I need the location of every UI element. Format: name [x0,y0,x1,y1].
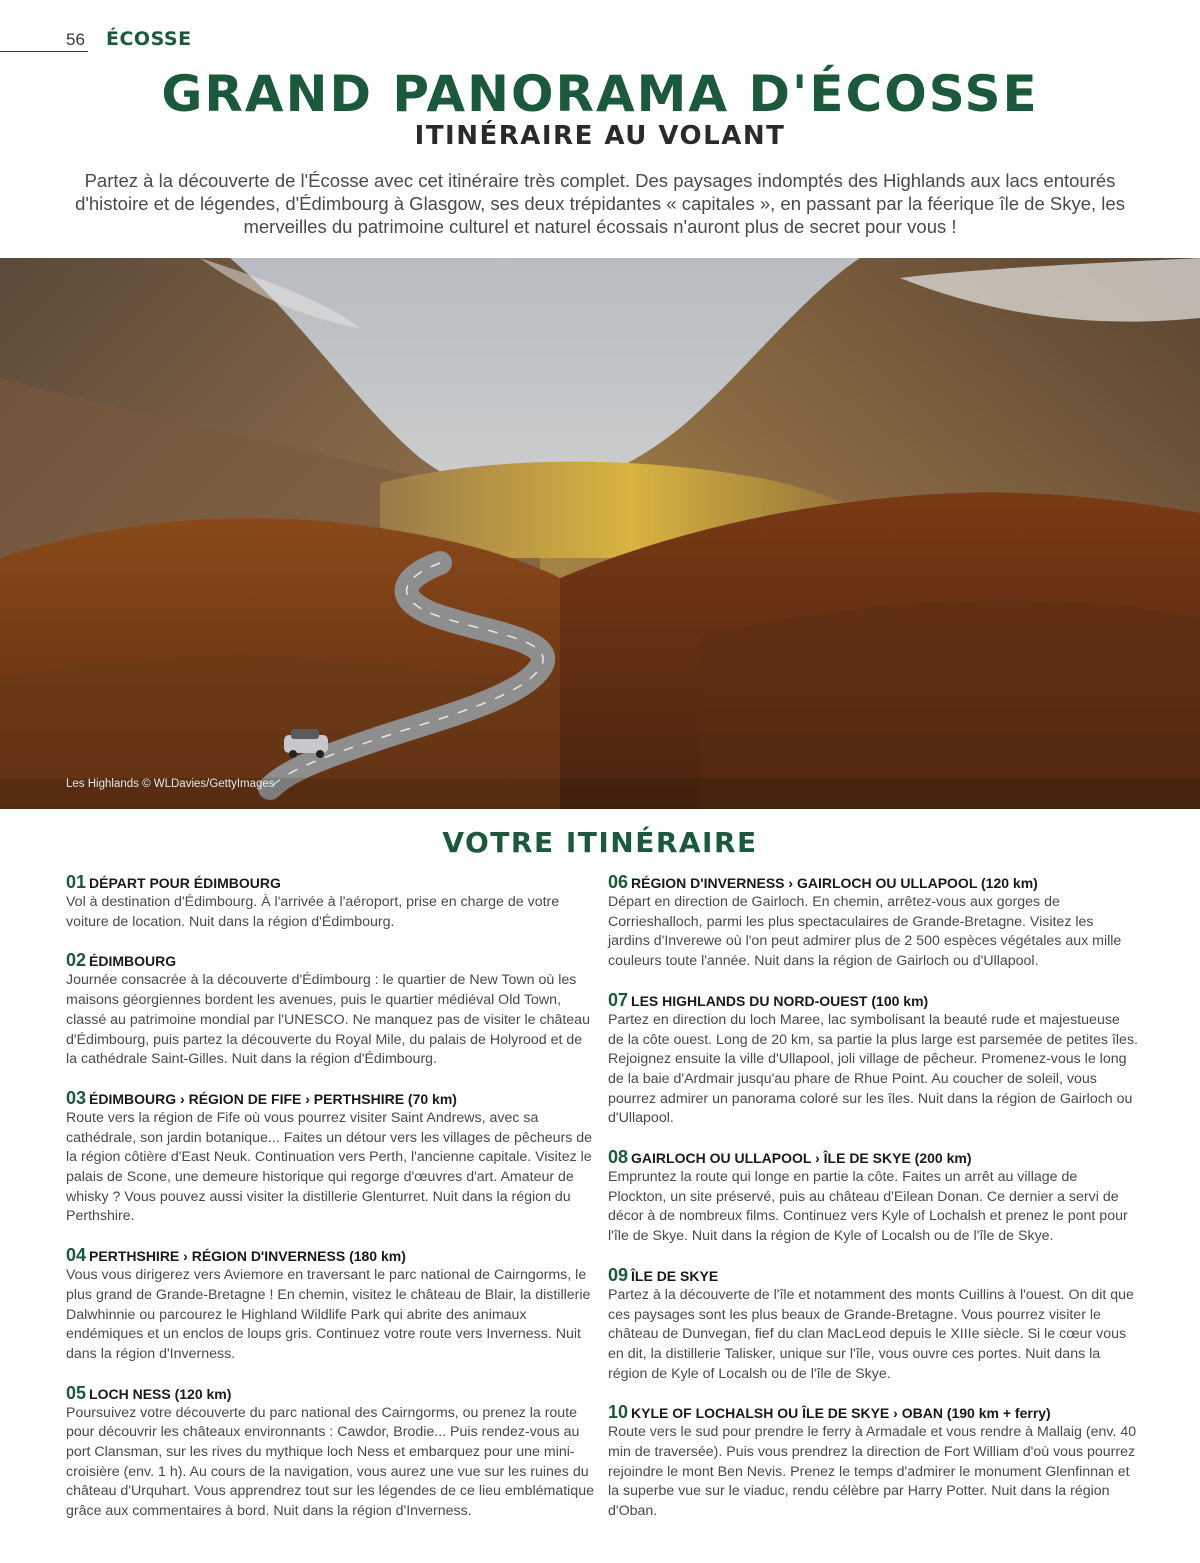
step-number: 09 [608,1264,629,1285]
itinerary-step [608,872,1138,972]
step-heading [608,990,1138,1011]
step-number: 02 [66,950,87,971]
page-subtitle: ITINÉRAIRE AU VOLANT [414,121,786,151]
step-heading [66,872,596,893]
step-number: 10 [608,1402,629,1423]
intro-paragraph: Partez à la découverte de l'Écosse avec cet itinéraire très complet. Des paysages indomptés des Highlands aux lacs entourés d'histoire et de légendes, d'Édimbourg à Glasgow, ses deux trépidantes « capitales », en passant par la féerique île de Skye, les merveilles du patrimoine culturel et naturel écossais n'auront plus de secret pour vous ! [75,170,1125,237]
step-description: Route vers la région de Fife où vous pourrez visiter Saint Andrews, avec sa cathédrale, son jardin botanique... Faites un détour vers les villages de pêcheurs de la région côtière d'East Neuk. Continuation vers Perth, l'ancienne capitale. Visitez le palais de Scone, une demeure historique qui regorge d'œuvres d'art. Amateur de whisky ? Vous pouvez aussi visiter la distillerie Glenturret. Nuit dans la région du Perthshire. [66,1109,593,1225]
page-number: 56 [66,30,85,49]
step-number: 08 [608,1147,629,1168]
step-description: Journée consacrée à la découverte d'Édimbourg : le quartier de New Town où les maisons géorgiennes bordent les avenues, puis le quartier médiéval Old Town, classé au patrimoine mondial par l'UNESCO. Ne manquez pas de visiter le château d'Édimbourg, puis partez la découverte du Royal Mile, du palais de Holyrood et de la cathédrale Saint-Gilles. Nuit dans la région d'Édimbourg. [66,972,590,1068]
itinerary-step [66,1245,596,1365]
step-title: ÎLE DE SKYE [631,1267,719,1284]
step-title: LOCH NESS (120 km) [89,1385,232,1402]
step-heading [66,1245,596,1266]
highlands-photo [0,258,1200,809]
step-description: Route vers le sud pour prendre le ferry à Armadale et vous rendre à Mallaig (env. 40 min de traversée). Puis vous prendrez la direction de Fort William d'où vous pourrez rejoindre le mont Ben Nevis. Prenez le temps d'admirer le monument Glenfinnan et la superbe vue sur le viaduc, rendu célèbre par Harry Potter. Nuit dans la région d'Oban. [608,1424,1137,1520]
step-heading [608,1147,1138,1168]
step-description: Vous vous dirigerez vers Aviemore en traversant le parc national de Cairngorms, le plus grand de Grande-Bretagne ! En chemin, visitez le château de Blair, la distillerie Dalwhinnie ou parcourez le Highland Wildlife Park qui abrite des animaux endémiques et un enclos de loups gris. Continuez votre route vers Inverness. Nuit dans la région d'Inverness. [66,1267,591,1362]
step-number: 06 [608,872,629,892]
step-title: GAIRLOCH OU ULLAPOOL › ÎLE DE SKYE (200 km) [631,1150,972,1167]
itinerary-step [66,872,596,932]
section-name: ÉCOSSE [106,28,192,50]
itinerary-step [608,1402,1138,1522]
step-description: Départ en direction de Gairloch. En chemin, arrêtez-vous aux gorges de Corrieshalloch, parmi les plus spectaculaires de Grande-Bretagne. Visitez les jardins d'Inverewe où l'on peut admirer plus de 2 500 espèces végétales aux mille couleurs toute l'année. Nuit dans la région de Gairloch ou d'Ullapool. [608,894,1122,970]
itinerary-title: VOTRE ITINÉRAIRE [442,826,758,859]
step-title: ÉDIMBOURG [89,953,177,970]
itinerary-step [66,1088,596,1227]
step-description: Empruntez la route qui longe en partie la côte. Faites un arrêt au village de Plockton, un site préservé, puis au château d'Eilean Donan. Ce dernier a servi de décor à de nombreux films. Continuez vers Kyle of Lochalsh et prenez le pont pour l'île de Skye. Nuit dans la région de Kyle of Localsh ou de l'île de Skye. [608,1169,1128,1245]
step-heading [66,1088,596,1109]
itinerary-column-left [66,872,596,1540]
step-description: Partez à la découverte de l'île et notamment des monts Cuillins à l'ouest. On dit que ces paysages sont les plus beaux de Grande-Bretagne. Vous pourrez visiter le château de Dunvegan, fief du clan MacLeod depuis le XIIIe siècle. Si le cœur vous en dit, la distillerie Talisker, unique sur l'île, vous ouvre ces portes. Nuit dans la région de Kyle of Localsh ou de l'île de Skye. [608,1286,1134,1382]
step-description: Vol à destination d'Édimbourg. À l'arrivée à l'aéroport, prise en charge de votre voiture de location. Nuit dans la région d'Édimbourg. [66,894,560,930]
step-title: DÉPART POUR ÉDIMBOURG [89,875,281,891]
step-number: 05 [66,1382,87,1403]
page-title: GRAND PANORAMA D'ÉCOSSE [161,65,1039,123]
step-number: 03 [66,1087,87,1108]
step-title: RÉGION D'INVERNESS › GAIRLOCH OU ULLAPOOL (120 km) [631,875,1038,891]
itinerary-step [608,1147,1138,1247]
step-number: 04 [66,1245,87,1266]
itinerary-step [66,1383,596,1522]
header-rule [0,51,88,52]
step-title: KYLE OF LOCHALSH OU ÎLE DE SKYE › OBAN (190 km + ferry) [631,1405,1051,1422]
step-title: LES HIGHLANDS DU NORD-OUEST (100 km) [631,992,929,1009]
step-title: ÉDIMBOURG › RÉGION DE FIFE › PERTHSHIRE (70 km) [89,1090,457,1107]
step-description: Partez en direction du loch Maree, lac symbolisant la beauté rude et majestueuse de la côte ouest. Long de 20 km, sa partie la plus large est parsemée de petites îles. Rejoignez ensuite la ville d'Ullapool, joli village de pêcheur. Promenez-vous le long de la baie d'Ardmair jusqu'au phare de Rhue Point. Au coucher de soleil, vous pourrez admirer un panorama coloré sur les îles. Nuit dans la région de Gairloch ou d'Ullapool. [608,1011,1138,1127]
step-description: Poursuivez votre découverte du parc national des Cairngorms, ou prenez la route pour découvrir les châteaux environnants : Cawdor, Brodie... Puis rendez-vous au port Clansman, sur les rives du mythique loch Ness et embarquez pour une mini-croisière (env. 1 h). Au cours de la navigation, vous aurez une vue sur les ruines du château d'Urquhart. Vous apprendrez tout sur les légendes de ce lieu emblématique grâce aux commentaires à bord. Nuit dans la région d'Inverness. [66,1404,594,1520]
step-heading [608,1265,1138,1286]
step-heading [608,1402,1138,1423]
step-heading [608,872,1138,893]
itinerary-step [66,950,596,1070]
itinerary-step [608,1265,1138,1385]
itinerary-step [608,990,1138,1129]
itinerary-column-right [608,872,1138,1540]
step-heading [66,950,596,971]
step-heading [66,1383,596,1404]
highlands-landscape-illustration [0,258,1200,809]
photo-credit: Les Highlands © WLDavies/GettyImages [66,778,275,790]
step-number: 07 [608,989,629,1010]
step-number: 01 [66,872,87,892]
step-title: PERTHSHIRE › RÉGION D'INVERNESS (180 km) [89,1248,406,1265]
